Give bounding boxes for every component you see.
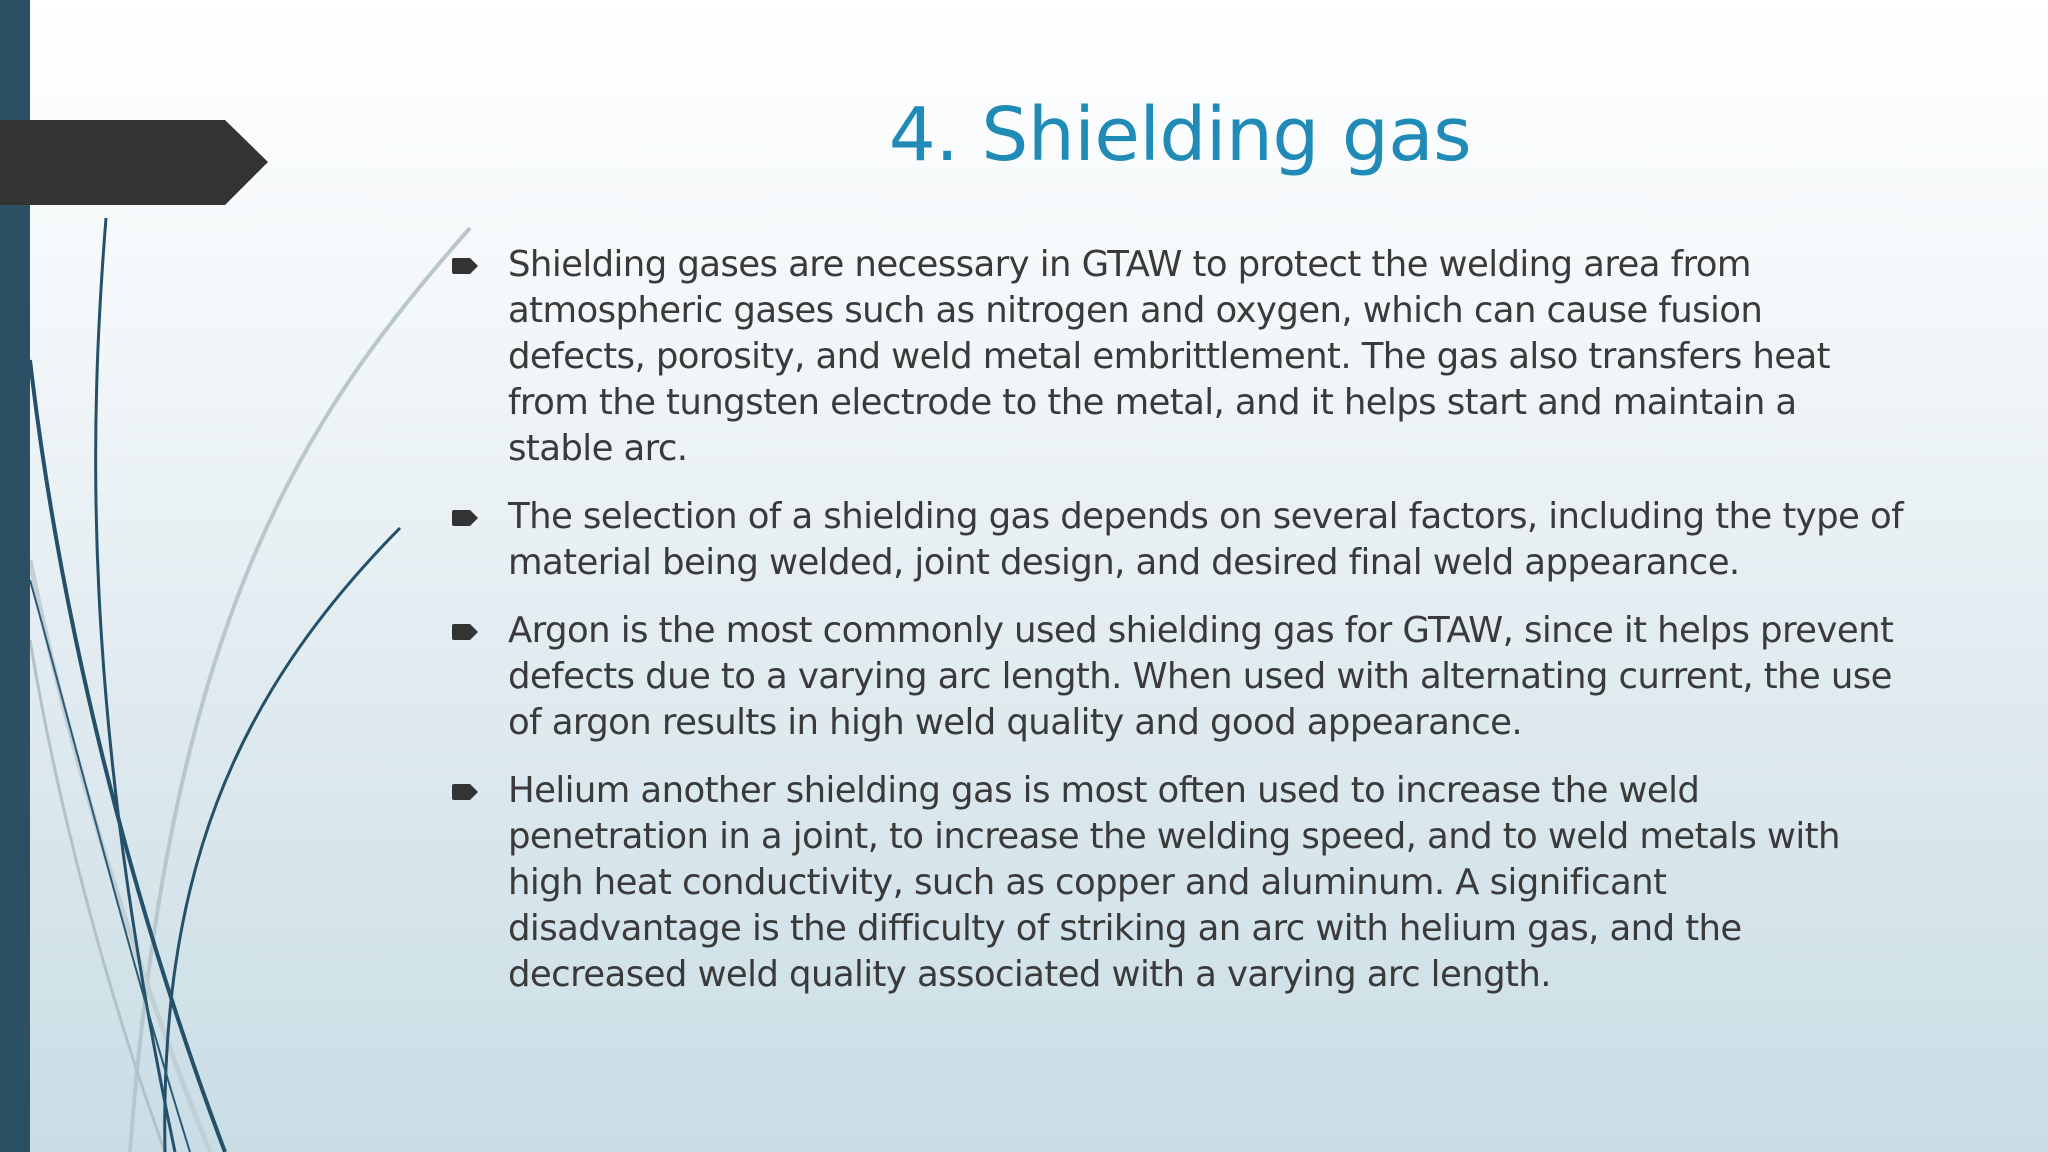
arrow-tab-icon — [0, 120, 268, 205]
arrow-bullet-icon — [450, 608, 508, 646]
bullet-list — [450, 242, 1910, 1020]
arrow-bullet-icon — [450, 242, 508, 280]
bullet-text: Shielding gases are necessary in GTAW to protect the welding area from atmospheric gases such as nitrogen and oxygen, which can cause fusion defects, porosity, and weld metal embrittlement. The gas also transfers heat from the tungsten electrode to the metal, and it helps start and maintain a stable arc. — [508, 244, 1830, 469]
bullet-text: Helium another shielding gas is most often used to increase the weld penetration in a joint, to increase the welding speed, and to weld metals with high heat conductivity, such as copper and aluminum. A significant disadvantage is the difficulty of striking an arc with helium gas, and the decreased weld quality associated with a varying arc length. — [508, 770, 1840, 995]
bullet-text: Argon is the most commonly used shielding gas for GTAW, since it helps prevent defects due to a varying arc length. When used with alternating current, the use of argon results in high weld quality and good appearance. — [508, 610, 1894, 743]
arrow-bullet-icon — [450, 494, 508, 532]
list-item — [450, 608, 1910, 746]
list-item — [450, 768, 1910, 998]
arrow-bullet-icon — [450, 768, 508, 806]
slide-title: 4. Shielding gas — [888, 92, 1472, 178]
list-item — [450, 242, 1910, 472]
list-item — [450, 494, 1910, 586]
bullet-text: The selection of a shielding gas depends on several factors, including the type of material being welded, joint design, and desired final weld appearance. — [508, 496, 1903, 583]
